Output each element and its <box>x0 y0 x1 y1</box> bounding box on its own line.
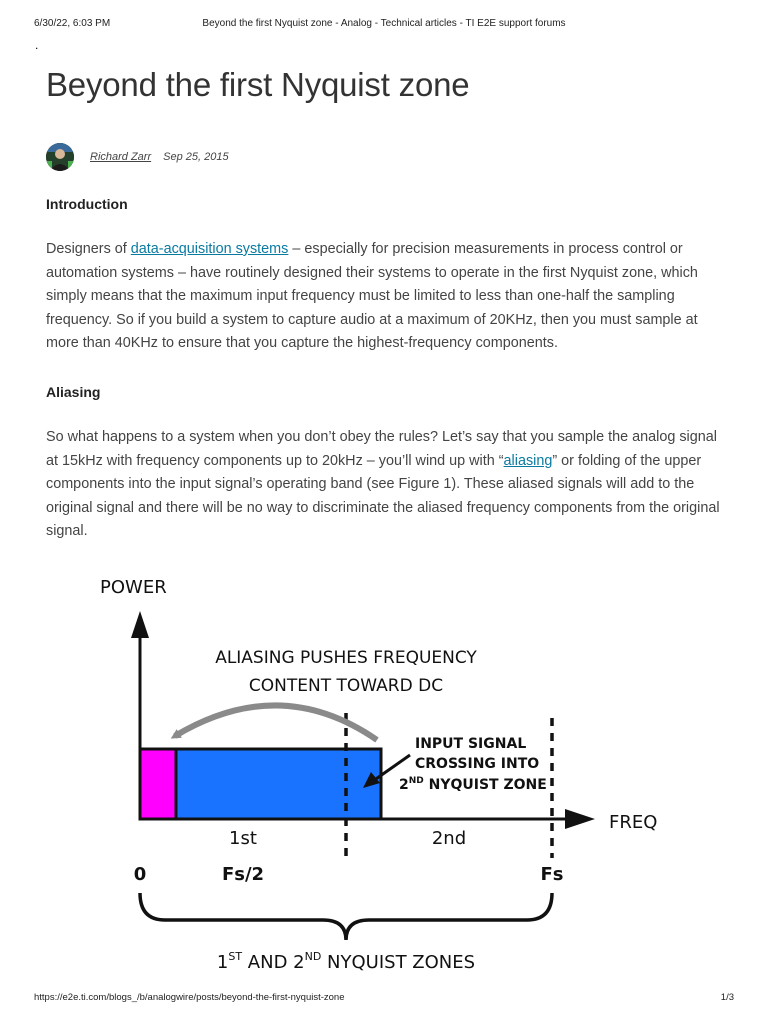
avatar[interactable] <box>46 143 74 171</box>
author-row <box>46 141 229 173</box>
input-annotation-line3 <box>399 776 547 793</box>
print-page-title: Beyond the first Nyquist zone - Analog - Technical articles - TI E2E support forums <box>202 18 566 29</box>
article-title: Beyond the first Nyquist zone <box>46 66 470 103</box>
introduction-paragraph <box>46 238 726 356</box>
section-heading-aliasing: Aliasing <box>46 384 101 400</box>
x-axis-label: FREQ <box>609 812 658 833</box>
text-run: 1 <box>216 952 229 973</box>
text-run: Designers of <box>46 241 131 257</box>
post-date: Sep 25, 2015 <box>163 151 229 163</box>
figure-nyquist-zones <box>95 568 675 983</box>
text-run: NYQUIST ZONE <box>423 777 547 793</box>
data-acquisition-systems-link[interactable]: data-acquisition systems <box>130 241 289 257</box>
text-run: So what happens to a system when you don’t obey the rules? Let’s say that you sample the analog signal at 15kHz with frequency components up to 20kHz – you’ll wind up with “ <box>46 429 717 469</box>
input-annotation-line2: CROSSING INTO <box>415 756 540 772</box>
print-datetime: 6/30/22, 6:03 PM <box>34 18 111 29</box>
print-header <box>34 18 734 32</box>
avatar-image-icon <box>46 143 74 171</box>
print-url: https://e2e.ti.com/blogs_/b/analogwire/posts/beyond-the-first-nyquist-zone <box>34 992 345 1003</box>
superscript: ND <box>304 950 322 963</box>
input-annotation-line1: INPUT SIGNAL <box>415 736 527 752</box>
tick-fs: Fs <box>540 864 564 885</box>
brace-caption <box>217 950 475 973</box>
aliasing-caption-line2: CONTENT TOWARD DC <box>248 676 444 696</box>
text-run: ” or folding of the upper components into the input signal’s operating band (see Figure 1). These aliased signals will add to the original signal and there will be no way to discriminate the aliased frequency components from the original signal. <box>46 452 720 540</box>
zones-brace <box>140 893 552 940</box>
y-axis-label: POWER <box>100 577 167 598</box>
superscript: ND <box>408 776 424 786</box>
section-heading-introduction: Introduction <box>46 196 128 212</box>
aliasing-paragraph <box>46 426 726 544</box>
text-run: NYQUIST ZONES <box>321 952 476 973</box>
stray-mark: . <box>35 38 39 52</box>
y-axis-arrowhead <box>131 611 149 638</box>
print-footer <box>34 992 734 1006</box>
alias-band <box>140 749 176 819</box>
superscript: ST <box>228 950 243 963</box>
aliasing-link[interactable]: aliasing <box>503 452 553 469</box>
author-link[interactable]: Richard Zarr <box>90 151 152 163</box>
zone2-label: 2nd <box>431 828 467 849</box>
x-axis-arrowhead <box>565 809 595 829</box>
print-page-number: 1/3 <box>720 992 734 1003</box>
nyquist-diagram <box>95 568 675 983</box>
tick-zero: 0 <box>133 864 147 885</box>
aliasing-caption-line1: ALIASING PUSHES FREQUENCY <box>215 648 477 668</box>
tick-fs-half: Fs/2 <box>221 864 265 885</box>
text-run: AND 2 <box>242 952 305 973</box>
text-run: – especially for precision measurements in process control or automation systems – have routinely designed their systems to operate in the first Nyquist zone, which simply means that the maximum input frequency must be limited to less than one-half the sampling frequency. So if you build a system to capture audio at a maximum of 20KHz, then you must sample at more than 40KHz to ensure that you capture the highest-frequency components. <box>46 241 698 352</box>
zone1-label: 1st <box>229 828 257 849</box>
signal-band <box>176 749 381 819</box>
text-run: 2 <box>399 777 409 793</box>
